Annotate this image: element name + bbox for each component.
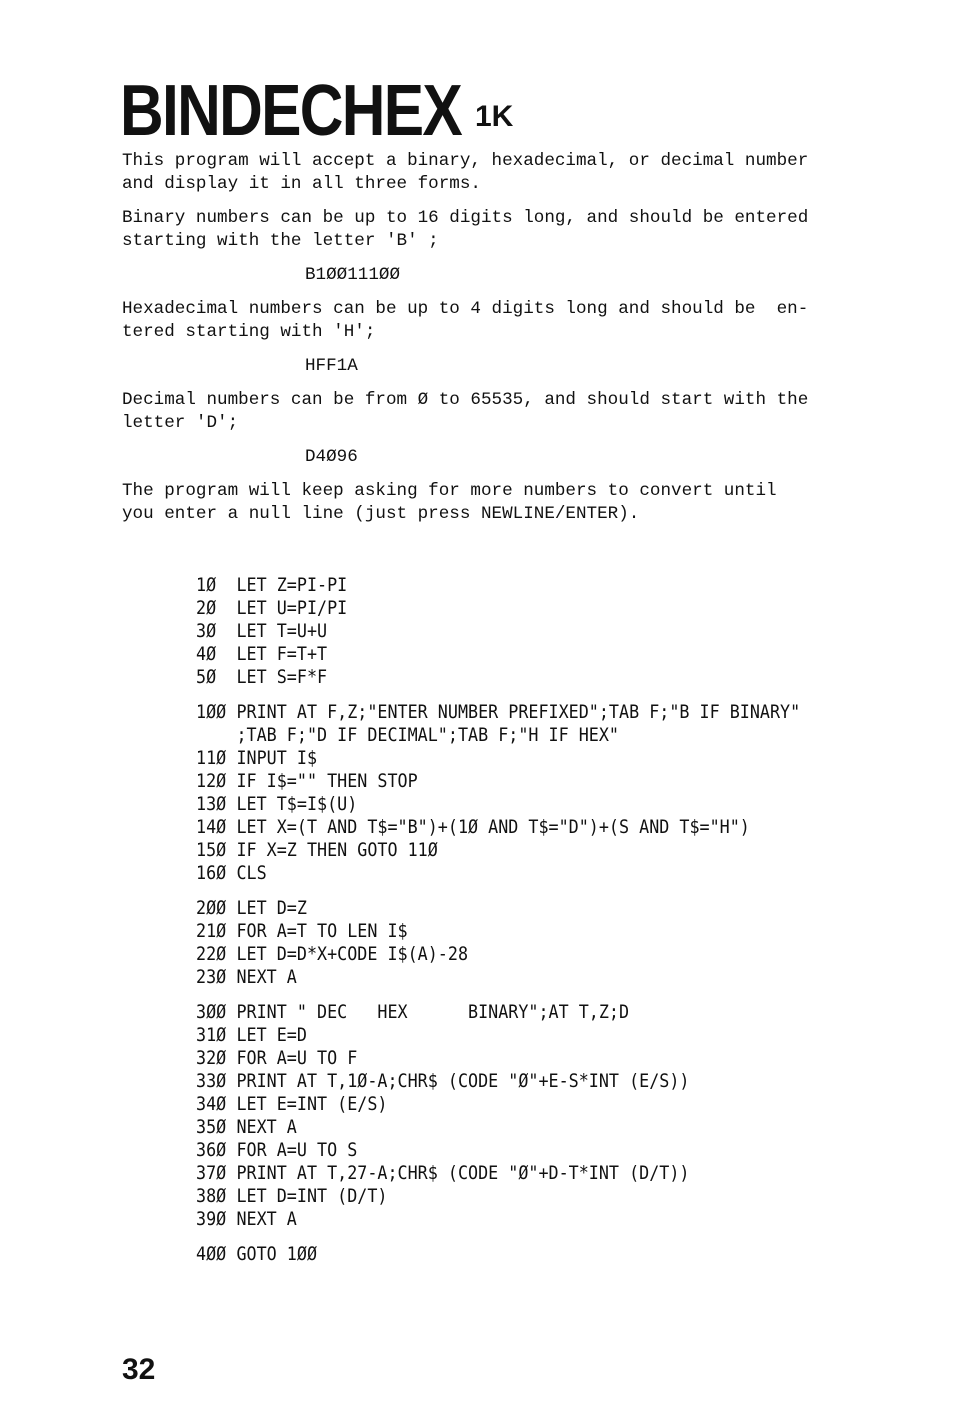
line-statement: LET U=PI/PI: [236, 597, 348, 619]
line-statement: PRINT AT T,1Ø-A;CHR$ (CODE "Ø"+E-S*INT (E/S)): [236, 1070, 690, 1092]
listing-block: [196, 1243, 800, 1266]
line-number: 22Ø: [196, 943, 227, 965]
line-number: 21Ø: [196, 920, 227, 942]
code-line: [196, 1024, 800, 1047]
line-statement: LET T=U+U: [236, 620, 328, 642]
line-number: 3ØØ: [196, 1001, 227, 1023]
line-number: 33Ø: [196, 1070, 227, 1092]
line-statement: LET Z=PI-PI: [236, 574, 348, 596]
line-number: 34Ø: [196, 1093, 227, 1115]
line-number: 37Ø: [196, 1162, 227, 1184]
code-line: [196, 966, 800, 989]
page-number: 32: [122, 1353, 156, 1386]
line-statement: PRINT " DEC HEX BINARY";AT T,Z;D: [236, 1001, 630, 1023]
intro-paragraph: The program will keep asking for more numbers to convert until you enter a null line (just press NEWLINE/ENTER).: [122, 481, 777, 524]
line-statement: LET E=INT (E/S): [236, 1093, 388, 1115]
line-number: 4Ø: [196, 643, 217, 665]
line-statement: PRINT AT F,Z;"ENTER NUMBER PREFIXED";TAB F;"B IF BINARY" ;TAB F;"D IF DECIMAL";TAB F;"H IF HEX": [236, 701, 801, 746]
line-statement: IF I$="" THEN STOP: [236, 770, 418, 792]
line-number: 32Ø: [196, 1047, 227, 1069]
code-line: [196, 816, 800, 839]
line-number: 36Ø: [196, 1139, 227, 1161]
code-line: [196, 862, 800, 885]
code-line: [196, 770, 800, 793]
line-statement: LET F=T+T: [236, 643, 328, 665]
code-line: [196, 1070, 800, 1093]
listing-block: [196, 701, 800, 885]
code-line: [196, 897, 800, 920]
code-line: [196, 666, 800, 689]
line-statement: NEXT A: [236, 966, 297, 988]
intro-paragraph: Binary numbers can be up to 16 digits long, and should be entered starting with the letter 'B' ;: [122, 208, 809, 251]
intro-text: [122, 150, 882, 537]
line-statement: GOTO 1ØØ: [236, 1243, 318, 1265]
title-row: [120, 70, 526, 152]
line-statement: IF X=Z THEN GOTO 11Ø: [236, 839, 438, 861]
code-line: [196, 1139, 800, 1162]
line-statement: FOR A=U TO S: [236, 1139, 358, 1161]
line-number: 4ØØ: [196, 1243, 227, 1265]
line-number: 5Ø: [196, 666, 217, 688]
line-statement: LET T$=I$(U): [236, 793, 358, 815]
line-number: 2Ø: [196, 597, 217, 619]
code-line: [196, 747, 800, 770]
program-listing: [196, 574, 800, 1278]
line-number: 1ØØ: [196, 701, 227, 723]
line-statement: INPUT I$: [236, 747, 318, 769]
code-line: [196, 574, 800, 597]
line-number: 2ØØ: [196, 897, 227, 919]
code-line: [196, 643, 800, 666]
listing-block: [196, 897, 800, 989]
line-number: 12Ø: [196, 770, 227, 792]
line-statement: NEXT A: [236, 1208, 297, 1230]
code-line: [196, 1047, 800, 1070]
intro-paragraph: This program will accept a binary, hexadecimal, or decimal number and display it in all three forms.: [122, 151, 809, 194]
code-line: [196, 1162, 800, 1185]
line-statement: FOR A=U TO F: [236, 1047, 358, 1069]
line-statement: LET D=Z: [236, 897, 307, 919]
intro-paragraph: Hexadecimal numbers can be up to 4 digits long and should be en- tered starting with 'H';: [122, 299, 809, 342]
line-statement: LET D=D*X+CODE I$(A)-28: [236, 943, 469, 965]
code-line: [196, 1243, 800, 1266]
line-statement: NEXT A: [236, 1116, 297, 1138]
code-line: [196, 839, 800, 862]
code-line: [196, 943, 800, 966]
line-number: 13Ø: [196, 793, 227, 815]
example-binary: B1ØØ111ØØ: [305, 265, 401, 285]
code-line: [196, 1185, 800, 1208]
listing-block: [196, 574, 800, 689]
line-number: 3Ø: [196, 620, 217, 642]
code-line: [196, 1208, 800, 1231]
line-statement: LET E=D: [236, 1024, 307, 1046]
line-number: 16Ø: [196, 862, 227, 884]
page-title: BINDECHEX: [120, 71, 462, 151]
line-statement: FOR A=T TO LEN I$: [236, 920, 408, 942]
line-statement: CLS: [236, 862, 267, 884]
code-line: [196, 1093, 800, 1116]
code-line: [196, 620, 800, 643]
listing-block: [196, 1001, 800, 1231]
line-statement: LET D=INT (D/T): [236, 1185, 388, 1207]
code-line: [196, 920, 800, 943]
line-statement: PRINT AT T,27-A;CHR$ (CODE "Ø"+D-T*INT (D/T)): [236, 1162, 690, 1184]
line-number: 15Ø: [196, 839, 227, 861]
code-line: [196, 701, 800, 747]
line-number: 14Ø: [196, 816, 227, 838]
line-number: 38Ø: [196, 1185, 227, 1207]
memory-tag: 1K: [475, 100, 514, 133]
line-number: 31Ø: [196, 1024, 227, 1046]
line-statement: LET S=F*F: [236, 666, 328, 688]
line-statement: LET X=(T AND T$="B")+(1Ø AND T$="D")+(S AND T$="H"): [236, 816, 750, 838]
line-number: 23Ø: [196, 966, 227, 988]
line-number: 11Ø: [196, 747, 227, 769]
code-line: [196, 793, 800, 816]
code-line: [196, 1001, 800, 1024]
example-decimal: D4Ø96: [305, 447, 358, 467]
intro-paragraph: Decimal numbers can be from Ø to 65535, and should start with the letter 'D';: [122, 390, 809, 433]
example-hex: HFF1A: [305, 356, 358, 376]
line-number: 35Ø: [196, 1116, 227, 1138]
code-line: [196, 1116, 800, 1139]
line-number: 39Ø: [196, 1208, 227, 1230]
code-line: [196, 597, 800, 620]
line-number: 1Ø: [196, 574, 217, 596]
